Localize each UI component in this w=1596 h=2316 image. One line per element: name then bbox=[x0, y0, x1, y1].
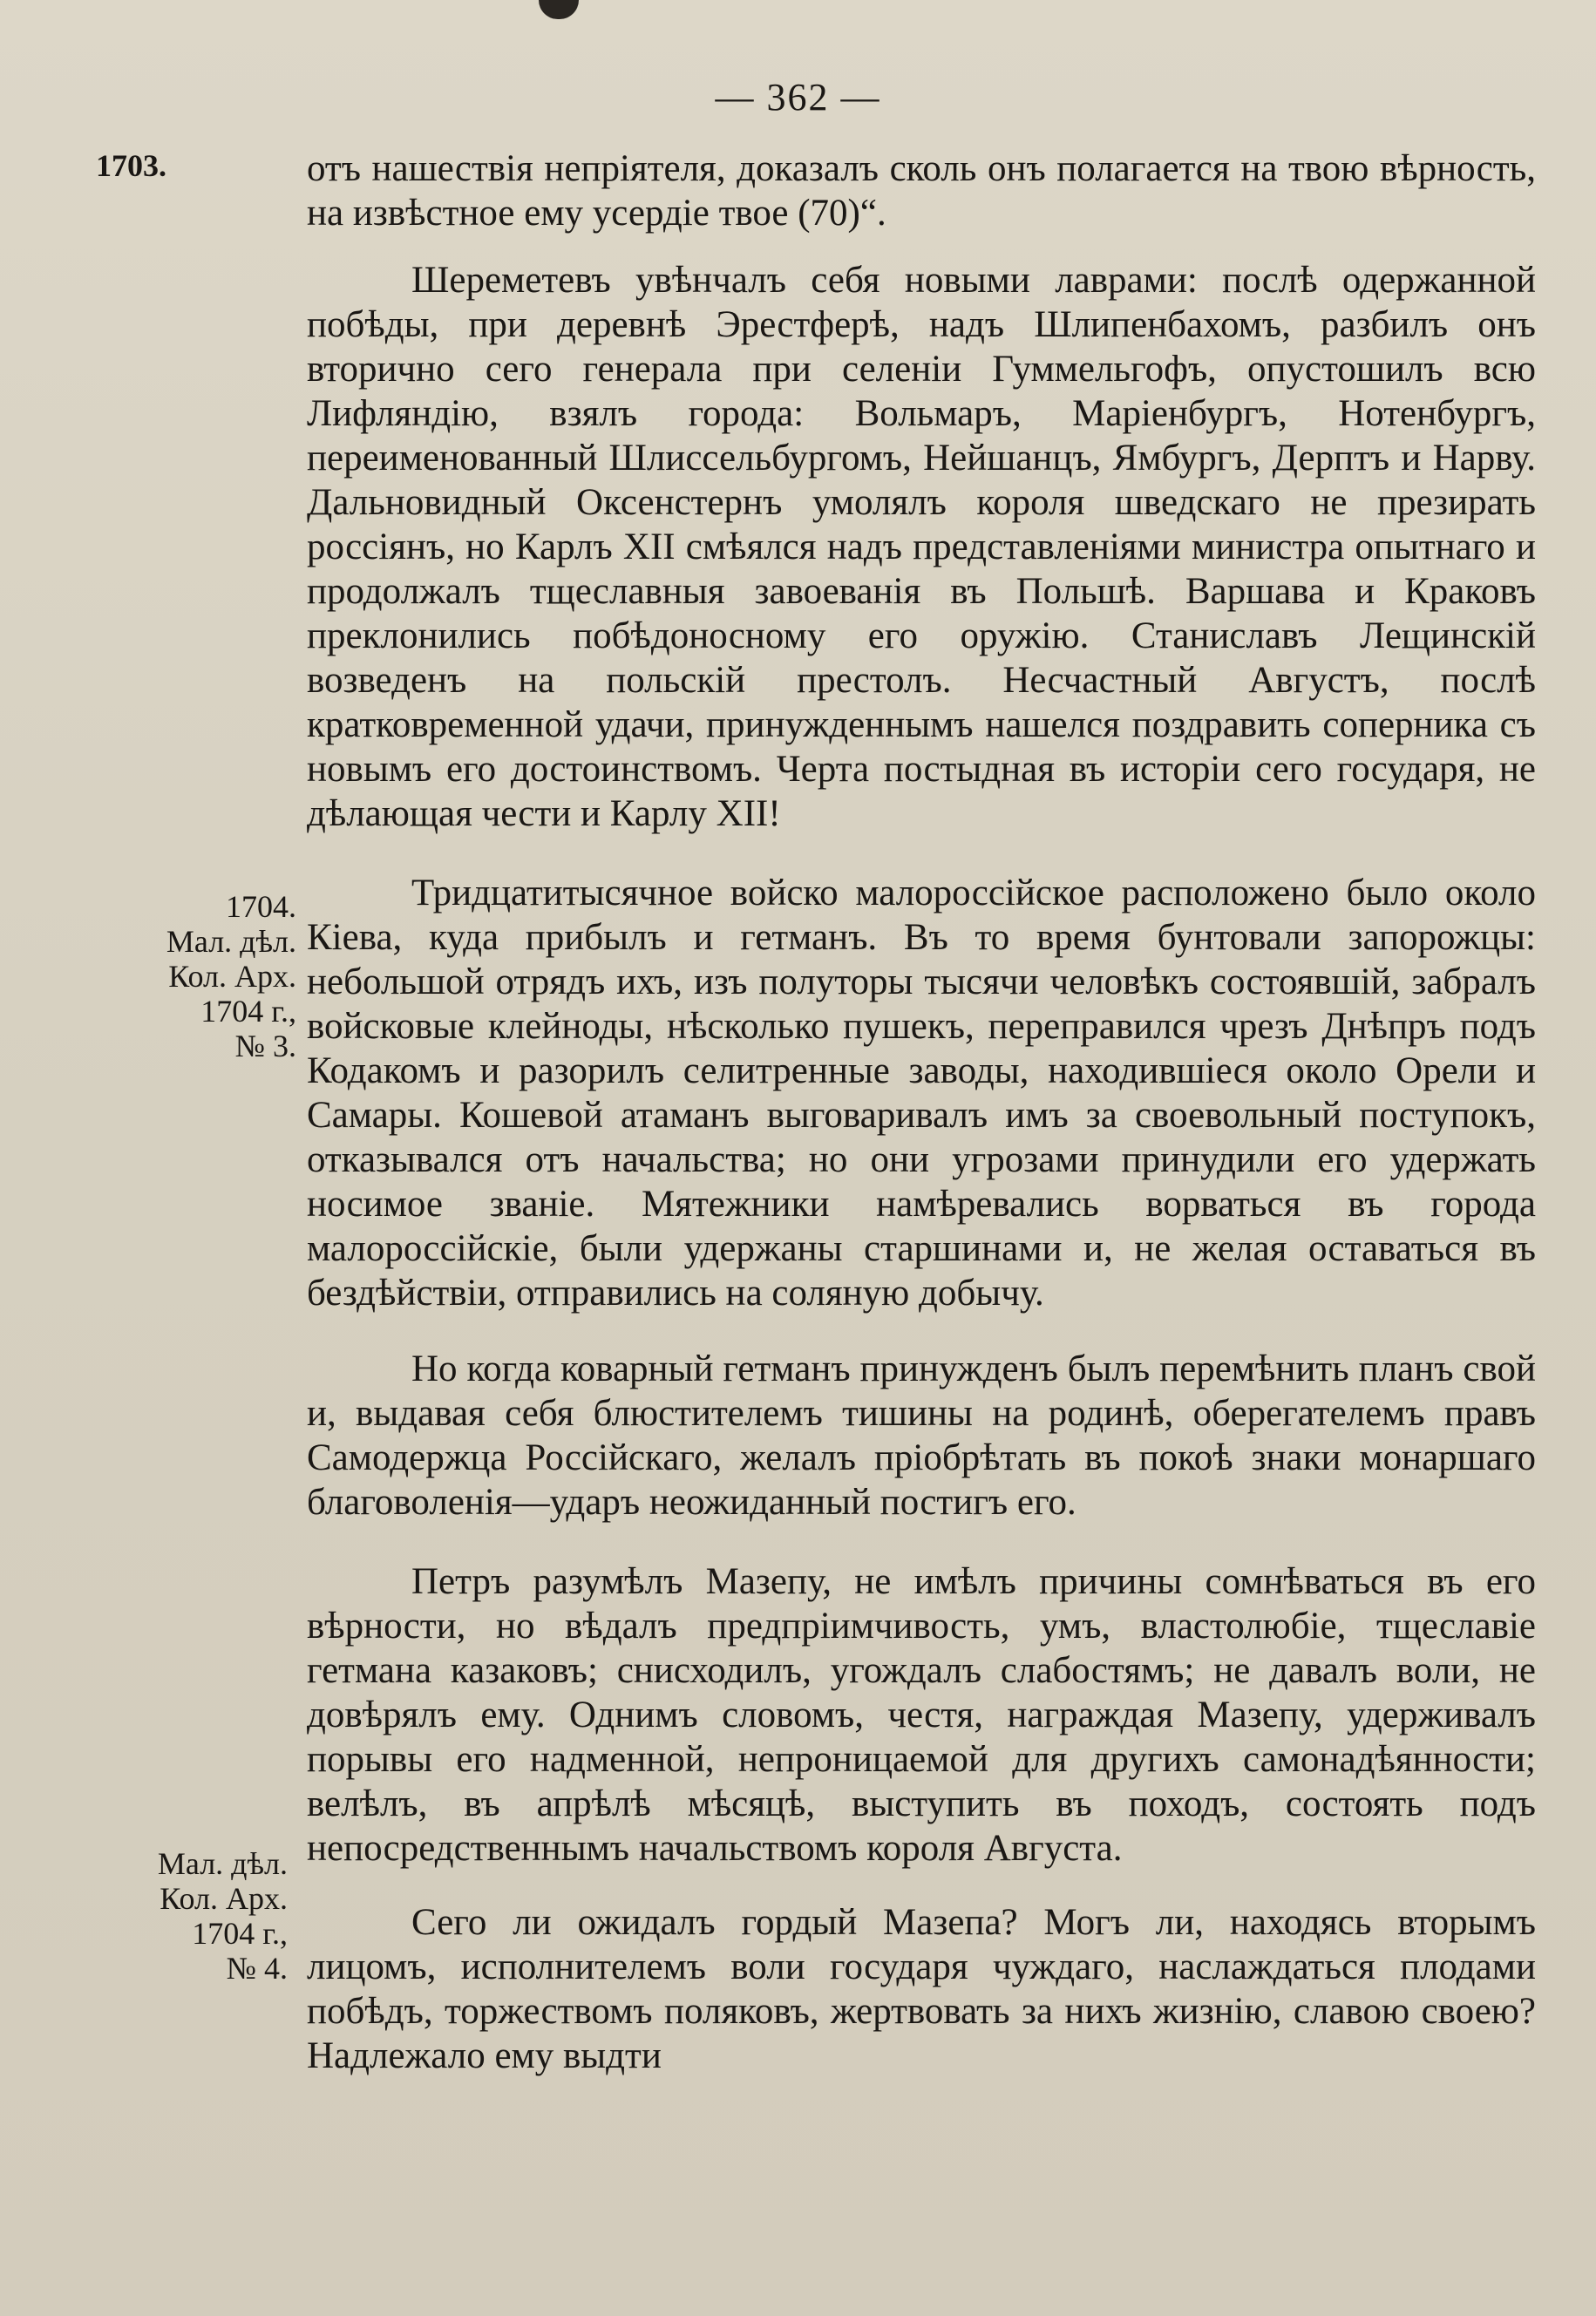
margin-note-line: Кол. Арх. bbox=[168, 959, 296, 994]
margin-note-line: Мал. дѣл. bbox=[166, 924, 296, 959]
paragraph: Тридцатитысячное войско малороссійское расположено было около Кіева, куда прибылъ и гетманъ. Въ то время бунтовали запорожцы: небольшой отрядъ ихъ, изъ полуторы тысячи человѣкъ состоявшій, забралъ войсковые клейноды, нѣсколько пушекъ, переправился чрезъ Днѣпръ подъ Кодакомъ и разорилъ селитренные заводы, находившіеся около Орели и Самары. Кошевой атаманъ выговаривалъ имъ за своевольный поступокъ, отказывался отъ начальства; но они угрозами принудили его удержать носимое званіе. Мятежники намѣревались ворваться въ города малороссійскіе, были удержаны старшинами и, не желая оставаться въ бездѣйствіи, отправились на соляную добычу. bbox=[307, 873, 1536, 1314]
paragraph: Но когда коварный гетманъ принужденъ былъ перемѣнить планъ свой и, выдавая себя блюстителемъ тишины на родинѣ, оберегателемъ правъ Самодержца Россійскаго, желалъ пріобрѣтать въ покоѣ знаки монаршаго благоволенія—ударъ неожиданный постигъ его. bbox=[307, 1348, 1536, 1523]
paragraph: Сего ли ожидалъ гордый Мазепа? Могъ ли, находясь вторымъ лицомъ, исполнителемъ воли государя чуждаго, наслаждаться плодами побѣдъ, торжествомъ поляковъ, жертвовать за нихъ жизнію, славою своею? Надлежало ему выдти bbox=[307, 1902, 1536, 2076]
margin-note-line: Кол. Арх. bbox=[160, 1881, 288, 1916]
margin-note-line: 1704 г., bbox=[200, 994, 296, 1029]
ink-blot bbox=[539, 0, 579, 19]
margin-note-line: № 4. bbox=[226, 1951, 288, 1986]
body-text bbox=[307, 146, 1536, 2078]
margin-note-line: 1704. bbox=[226, 889, 296, 924]
paragraph: отъ нашествія непріятеля, доказалъ сколь онъ полагается на твою вѣрность, на извѣстное ему усердіе твое (70)“. bbox=[307, 148, 1536, 234]
margin-note-1703: 1703. bbox=[96, 148, 166, 183]
margin-note-line: Мал. дѣл. bbox=[157, 1846, 288, 1881]
margin-note-1704-b bbox=[105, 1846, 288, 1986]
margin-note-line: 1704 г., bbox=[192, 1916, 288, 1951]
paragraph: Петръ разумѣлъ Мазепу, не имѣлъ причины сомнѣваться въ его вѣрности, но вѣдалъ предпріимчивость, умъ, властолюбіе, тщеславіе гетмана казаковъ; снисходилъ, угождалъ слабостямъ; не давалъ воли, не довѣрялъ ему. Однимъ словомъ, честя, награждая Мазепу, удерживалъ порывы его надменной, непроницаемой для другихъ самонадѣянности; велѣлъ, въ апрѣлѣ мѣсяцѣ, выступить въ походъ, состоять подъ непосредственнымъ начальствомъ короля Августа. bbox=[307, 1561, 1536, 1869]
margin-note-1704 bbox=[113, 889, 296, 1063]
paragraph: Шереметевъ увѣнчалъ себя новыми лаврами: послѣ одержанной побѣды, при деревнѣ Эрестферѣ, надъ Шлипенбахомъ, разбилъ онъ вторично сего генерала при селеніи Гуммельгофъ, опустошилъ всю Лифляндію, взялъ города: Вольмаръ, Маріенбургъ, Нотенбургъ, переименованный Шлиссельбургомъ, Нейшанцъ, Ямбургъ, Дерптъ и Нарву. Дальновидный Оксенстернъ умолялъ короля шведскаго не презирать россіянъ, но Карлъ XII смѣялся надъ представленіями министра опытнаго и продолжалъ тщеславныя завоеванія въ Польшѣ. Варшава и Краковъ преклонились побѣдоносному его оружію. Станиславъ Лещинскій возведенъ на польскій престолъ. Несчастный Августъ, послѣ кратковременной удачи, принужденнымъ нашелся поздравить соперника съ новымъ его достоинствомъ. Черта постыдная въ исторіи сего государя, не дѣлающая чести и Карлу XII! bbox=[307, 260, 1536, 834]
margin-note-line: № 3. bbox=[234, 1029, 296, 1063]
page-number: — 362 — bbox=[715, 76, 881, 119]
